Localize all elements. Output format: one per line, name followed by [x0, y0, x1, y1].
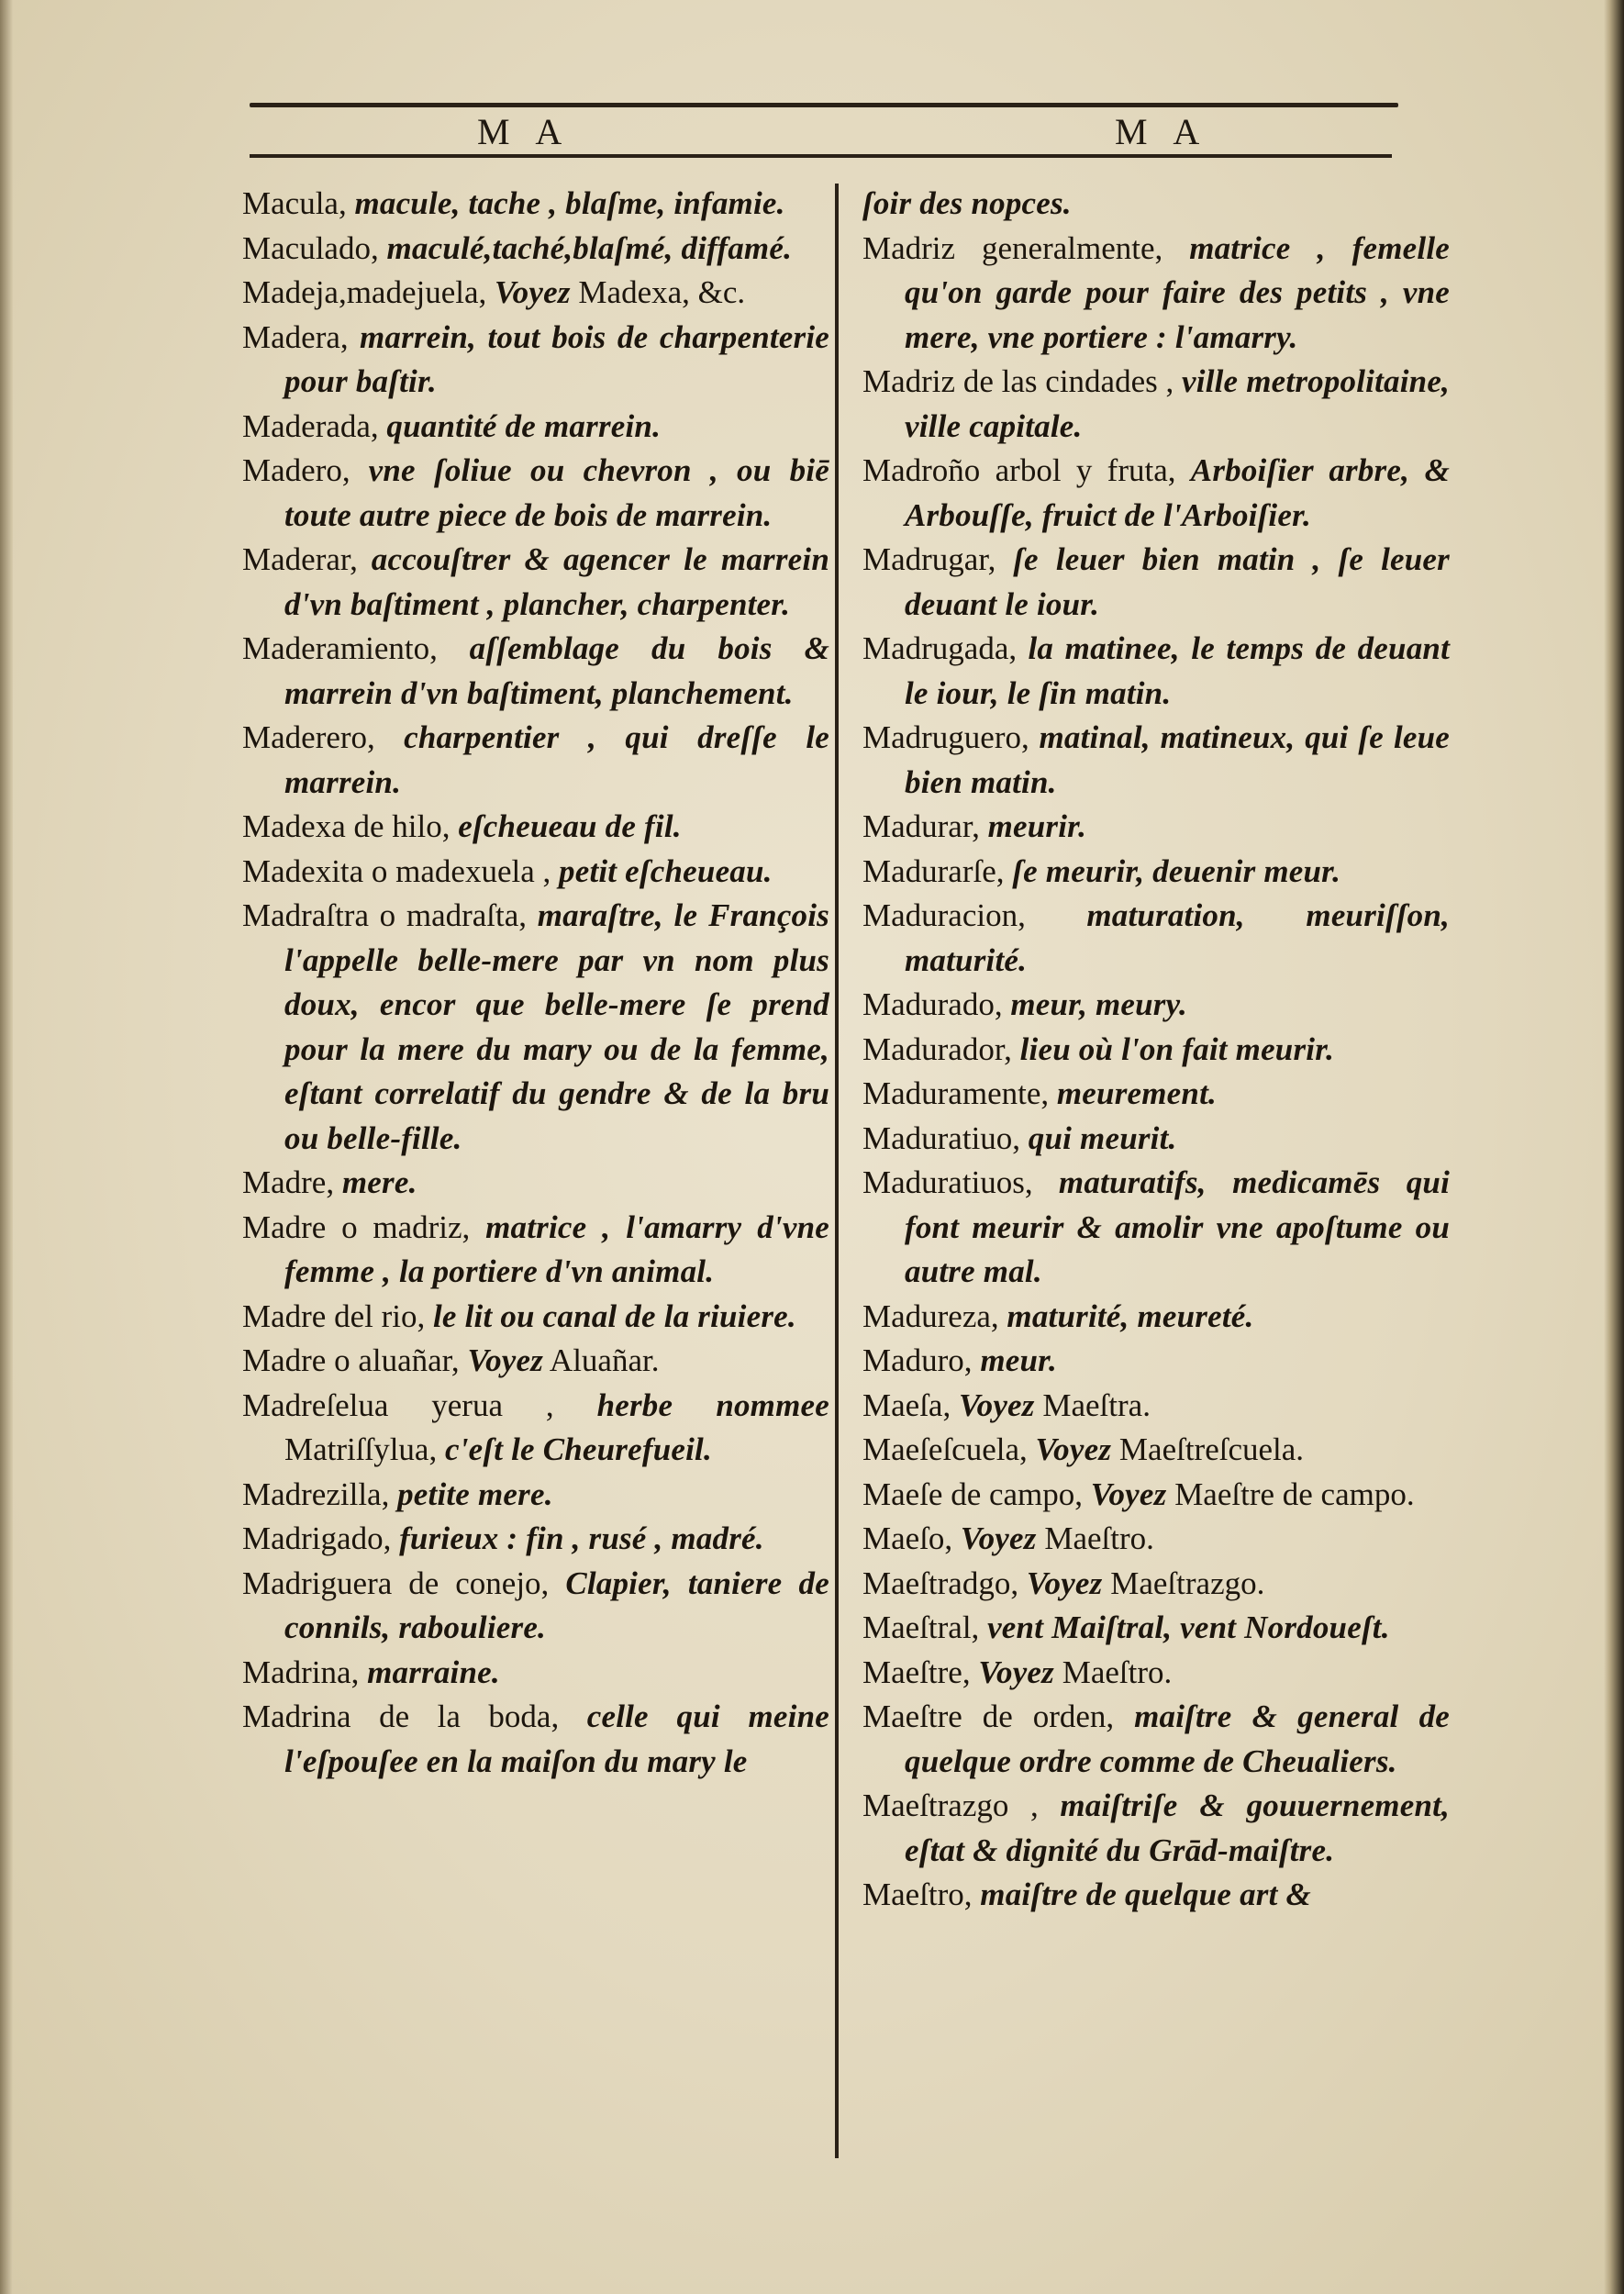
definition: quantité de marrein. — [386, 407, 662, 444]
dictionary-entry — [862, 1784, 1450, 1873]
headword: Maduramente, — [862, 1075, 1050, 1111]
definition: aſſemblage du bois & marrein d'vn baſtiment, planchement. — [284, 630, 829, 711]
dictionary-entry — [862, 1295, 1450, 1340]
definition: matrice , femelle qu'on garde pour faire des petits , vne mere, vne portiere : l'amarry. — [905, 229, 1450, 355]
page-edge-left — [0, 0, 13, 2294]
definition: meur. — [980, 1342, 1057, 1378]
headword: Madero, — [242, 452, 350, 488]
dictionary-entry — [862, 850, 1450, 895]
headword: Madexa de hilo, — [242, 808, 450, 844]
dictionary-entry — [242, 1384, 829, 1473]
definition: Arboiſier arbre, & Arbouſſe, fruict de l'Arboiſier. — [905, 452, 1450, 533]
definition: meurement. — [1056, 1075, 1217, 1111]
dictionary-entry — [862, 227, 1450, 361]
headword: Maculado, — [242, 229, 379, 266]
headword: Madurarſe, — [862, 852, 1005, 889]
headword: Maderero, — [242, 719, 375, 755]
headword: Macula, — [242, 185, 347, 221]
definition: maiſtriſe & gouuernement, eſtat & dignité du Grād-maiſtre. — [905, 1787, 1450, 1868]
definition: Voyez — [467, 1342, 544, 1378]
headword: Madroño arbol y fruta, — [862, 452, 1176, 488]
definition: marrein, tout bois de charpenterie pour baſtir. — [284, 318, 829, 399]
dictionary-entry — [242, 805, 829, 850]
dictionary-entry — [242, 449, 829, 538]
dictionary-entry — [862, 1339, 1450, 1384]
definition: charpentier , qui dreſſe le marrein. — [284, 719, 830, 800]
headword: Maeſtro, — [862, 1876, 973, 1912]
headword: Madreſelua yerua , — [242, 1386, 554, 1423]
dictionary-entry — [242, 1161, 829, 1206]
dictionary-entry — [862, 627, 1450, 716]
definition: Voyez — [1035, 1431, 1112, 1467]
headword: Madrina de la boda, — [242, 1698, 560, 1734]
headword: Madeja,madejuela, — [242, 274, 487, 310]
definition: vne ſoliue ou chevron , ou biē toute autre piece de bois de marrein. — [284, 452, 830, 533]
definition: qui meurit. — [1028, 1119, 1177, 1156]
definition: marraine. — [367, 1654, 500, 1690]
definition: maturatifs, medicamēs qui font meurir & amolir vne apoſtume ou autre mal. — [905, 1164, 1450, 1289]
dictionary-entry — [862, 1695, 1450, 1784]
dictionary-entry — [862, 1517, 1450, 1562]
definition: furieux : fin , rusé , madré. — [399, 1520, 764, 1556]
cross-reference: Madexa, &c. — [578, 274, 746, 310]
dictionary-entry — [242, 405, 829, 450]
headword: Maeſtrazgo , — [862, 1787, 1039, 1823]
headword: Maeſeſcuela, — [862, 1431, 1028, 1467]
dictionary-entry — [242, 1695, 829, 1784]
dictionary-entry — [862, 449, 1450, 538]
headword: Madrugada, — [862, 630, 1018, 666]
dictionary-entry — [242, 627, 829, 716]
dictionary-entry — [862, 360, 1450, 449]
definition: ſe leuer bien matin , ſe leuer deuant le iour. — [905, 541, 1450, 622]
definition: Voyez — [495, 274, 571, 310]
headword: Madexita o madexuela , — [242, 852, 551, 889]
cross-reference: Maeſtro. — [1062, 1654, 1173, 1690]
definition: Voyez — [958, 1386, 1035, 1423]
dictionary-entry — [242, 1295, 829, 1340]
headword: Maeſtre, — [862, 1654, 971, 1690]
headword: Madurado, — [862, 986, 1003, 1022]
headword: Madre del rio, — [242, 1297, 426, 1334]
dictionary-entry — [862, 894, 1450, 983]
definition: mere. — [341, 1164, 417, 1200]
dictionary-entry — [242, 1651, 829, 1696]
headword: Maduratiuos, — [862, 1164, 1033, 1200]
definition: ſe meurir, deuenir meur. — [1012, 852, 1341, 889]
definition: meurir. — [987, 808, 1087, 844]
dictionary-entry — [242, 271, 829, 316]
headword: Madrina, — [242, 1654, 360, 1690]
headword: Madriz generalmente, — [862, 229, 1163, 266]
left-column — [242, 182, 829, 1784]
headword: Maduratiuo, — [862, 1119, 1021, 1156]
definition-continued: c'eſt le Cheurefueil. — [444, 1431, 712, 1467]
dictionary-entry — [862, 182, 1450, 227]
definition: ſoir des nopces. — [862, 185, 1072, 221]
headword: Maeſtral, — [862, 1609, 980, 1645]
dictionary-entry — [242, 1339, 829, 1384]
headword: Maeſtre de orden, — [862, 1698, 1115, 1734]
headword: Maderada, — [242, 407, 379, 444]
page-edge-right — [1604, 0, 1624, 2294]
definition: accouſtrer & agencer le marrein d'vn baſtiment , plancher, charpenter. — [284, 541, 829, 622]
definition: herbe nommee — [596, 1386, 830, 1423]
dictionary-entry — [862, 538, 1450, 627]
cross-reference: Maeſtre de campo. — [1174, 1476, 1415, 1512]
definition: maiſtre de quelque art & — [980, 1876, 1311, 1912]
dictionary-entry — [862, 1428, 1450, 1473]
headword: Madurar, — [862, 808, 980, 844]
cross-reference: Maeſtreſcuela. — [1118, 1431, 1305, 1467]
dictionary-entry — [242, 1562, 829, 1651]
definition: Voyez — [1026, 1565, 1103, 1601]
header-rule-bottom — [250, 154, 1392, 158]
headword: Madre o aluañar, — [242, 1342, 460, 1378]
running-head-right: M A — [1115, 111, 1209, 152]
dictionary-entry — [242, 894, 829, 1161]
dictionary-entry — [242, 850, 829, 895]
headword: Madruguero, — [862, 719, 1029, 755]
dictionary-entry — [862, 1028, 1450, 1073]
definition: Voyez — [978, 1654, 1054, 1690]
headword: Maderar, — [242, 541, 358, 577]
definition: lieu où l'on fait meurir. — [1019, 1030, 1335, 1067]
headword: Madre, — [242, 1164, 335, 1200]
dictionary-entry — [242, 316, 829, 405]
dictionary-entry — [242, 538, 829, 627]
definition: meur, meury. — [1010, 986, 1188, 1022]
dictionary-entry — [862, 1873, 1450, 1918]
definition: petit eſcheueau. — [559, 852, 773, 889]
definition: ville metropolitaine, ville capitale. — [905, 363, 1451, 444]
headword: Maeſtradgo, — [862, 1565, 1019, 1601]
cross-reference: Aluañar. — [549, 1342, 660, 1378]
definition: vent Maiſtral, vent Nordoueſt. — [987, 1609, 1390, 1645]
headword: Madureza, — [862, 1297, 999, 1334]
running-head-left: M A — [477, 111, 572, 152]
dictionary-entry — [862, 1117, 1450, 1162]
definition: maturité, meureté. — [1007, 1297, 1254, 1334]
headword: Maduracion, — [862, 897, 1026, 933]
definition: la matinee, le temps de deuant le iour, le ſin matin. — [905, 630, 1450, 711]
column-divider — [835, 184, 839, 2158]
headword: Maderamiento, — [242, 630, 438, 666]
cross-reference: Maeſtra. — [1042, 1386, 1151, 1423]
dictionary-entry — [862, 1606, 1450, 1651]
dictionary-entry — [862, 805, 1450, 850]
definition: maiſtre & general de quelque ordre comme de Cheualiers. — [905, 1698, 1451, 1779]
cross-reference: Maeſtro. — [1044, 1520, 1154, 1556]
dictionary-entry — [862, 1161, 1450, 1295]
dictionary-entry — [862, 1384, 1450, 1429]
cross-reference: Matriſſylua, — [284, 1431, 438, 1467]
headword: Madraſtra o madraſta, — [242, 897, 528, 933]
definition: le lit ou canal de la riuiere. — [432, 1297, 796, 1334]
dictionary-entry — [242, 182, 829, 227]
definition: Voyez — [960, 1520, 1037, 1556]
definition: macule, tache , blaſme, infamie. — [354, 185, 785, 221]
definition: Voyez — [1090, 1476, 1167, 1512]
dictionary-entry — [242, 227, 829, 272]
dictionary-entry — [862, 983, 1450, 1028]
cross-reference: Maeſtrazgo. — [1110, 1565, 1265, 1601]
headword: Madera, — [242, 318, 349, 355]
dictionary-entry — [242, 1473, 829, 1518]
dictionary-entry — [862, 1562, 1450, 1607]
headword: Madriguera de conejo, — [242, 1565, 550, 1601]
dictionary-entry — [242, 1517, 829, 1562]
definition: petite mere. — [397, 1476, 553, 1512]
headword: Madriz de las cindades , — [862, 363, 1174, 399]
dictionary-entry — [862, 1072, 1450, 1117]
headword: Madurador, — [862, 1030, 1012, 1067]
definition: maturation, meuriſſon, maturité. — [905, 897, 1450, 978]
dictionary-entry — [242, 716, 829, 805]
headword: Maeſa, — [862, 1386, 951, 1423]
definition: matrice , l'amarry d'vne femme , la portiere d'vn animal. — [284, 1208, 829, 1289]
definition: celle qui meine l'eſpouſee en la maiſon du mary le — [284, 1698, 829, 1779]
dictionary-entry — [862, 716, 1450, 805]
headword: Madre o madriz, — [242, 1208, 471, 1245]
definition: eſcheueau de fil. — [458, 808, 682, 844]
definition: Clapier, taniere de connils, rabouliere. — [284, 1565, 829, 1645]
headword: Maeſe de campo, — [862, 1476, 1084, 1512]
dictionary-entry — [242, 1206, 829, 1295]
definition: matinal, matineux, qui ſe leue bien matin. — [905, 719, 1450, 800]
headword: Maduro, — [862, 1342, 973, 1378]
headword: Madrigado, — [242, 1520, 392, 1556]
right-column — [862, 182, 1450, 1918]
headword: Maeſo, — [862, 1520, 953, 1556]
definition: maculé,taché,blaſmé, diffamé. — [386, 229, 793, 266]
header-rule-top — [250, 103, 1398, 107]
definition: maraſtre, le François l'appelle belle-mere par vn nom plus doux, encor que belle-mere ſe prend pour la mere du mary ou de la femme, eſtant correlatif du gendre & de la bru ou belle-fille. — [284, 897, 830, 1156]
headword: Madrezilla, — [242, 1476, 390, 1512]
dictionary-entry — [862, 1473, 1450, 1518]
headword: Madrugar, — [862, 541, 996, 577]
dictionary-entry — [862, 1651, 1450, 1696]
